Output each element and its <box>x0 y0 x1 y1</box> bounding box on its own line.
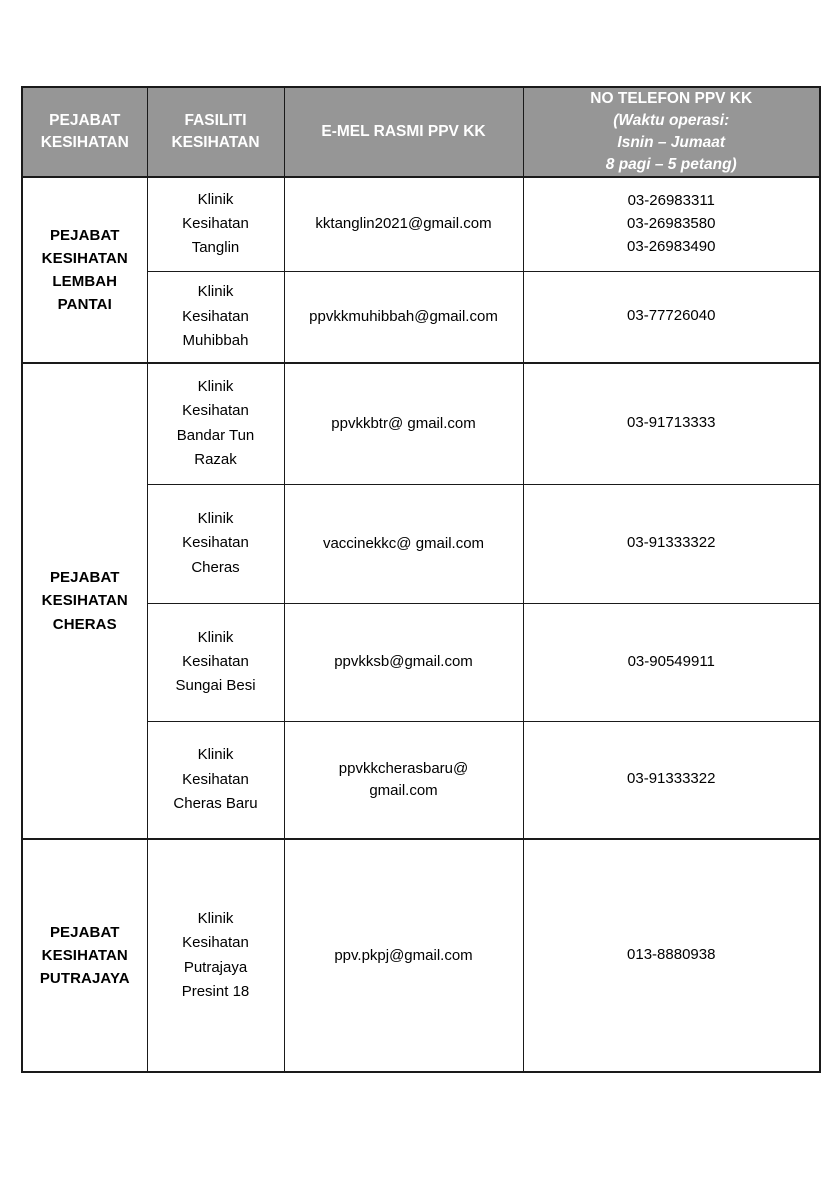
phone-line: 03-77726040 <box>627 307 716 325</box>
email-line: ppv.pkpj@gmail.com <box>334 946 473 964</box>
facility-line: Kesihatan <box>182 402 249 420</box>
header-operating-hours-line: Isnin – Jumaat <box>617 134 726 151</box>
phone-line: 03-91713333 <box>627 414 716 432</box>
facility-line: Cheras <box>191 558 240 576</box>
header-line: KESIHATAN <box>40 134 129 151</box>
phone-cell <box>523 363 820 484</box>
column-header-no-telefon <box>523 87 820 177</box>
facility-line: Putrajaya <box>183 958 248 976</box>
column-header-pejabat-kesihatan <box>22 87 147 177</box>
phone-cell <box>523 177 820 271</box>
email-cell <box>284 603 523 721</box>
table-body <box>22 177 820 1072</box>
facility-line: Bandar Tun <box>176 426 255 444</box>
email-line: vaccinekkc@ gmail.com <box>322 534 485 552</box>
office-line: KESIHATAN <box>41 249 128 267</box>
header-operating-hours-line: 8 pagi – 5 petang) <box>605 156 737 173</box>
phone-cell <box>523 271 820 363</box>
phone-cell <box>523 721 820 839</box>
header-line: PEJABAT <box>49 112 121 129</box>
facility-cell <box>147 603 284 721</box>
facility-line: Kesihatan <box>182 934 249 952</box>
email-line: ppvkkmuhibbah@gmail.com <box>309 307 498 325</box>
facility-line: Klinik <box>197 628 234 646</box>
office-line: PUTRAJAYA <box>39 970 130 988</box>
facility-line: Kesihatan <box>182 770 249 788</box>
email-cell <box>284 484 523 603</box>
facility-cell <box>147 721 284 839</box>
facility-line: Cheras Baru <box>173 794 258 812</box>
phone-line: 03-91333322 <box>627 770 716 788</box>
office-line: PEJABAT <box>49 569 120 587</box>
phone-line: 03-91333322 <box>627 534 716 552</box>
facility-line: Klinik <box>197 190 234 208</box>
facility-line: Klinik <box>197 510 234 528</box>
facility-line: Klinik <box>197 378 234 396</box>
email-cell <box>284 177 523 271</box>
facility-line: Kesihatan <box>182 307 249 325</box>
facility-line: Kesihatan <box>182 652 249 670</box>
office-line: CHERAS <box>52 615 117 633</box>
facility-cell <box>147 271 284 363</box>
header-operating-hours-line: (Waktu operasi: <box>613 112 730 129</box>
phone-line: 03-26983490 <box>627 237 716 255</box>
facility-line: Klinik <box>197 283 234 301</box>
header-line: NO TELEFON PPV KK <box>590 90 753 107</box>
ppv-clinic-table-container <box>21 86 819 1073</box>
email-line: ppvkkcherasbaru@ <box>338 760 469 777</box>
office-cell-lembah-pantai <box>22 177 147 363</box>
email-line: kktanglin2021@gmail.com <box>315 215 492 233</box>
table-row <box>22 177 820 271</box>
phone-line: 013-8880938 <box>627 946 716 964</box>
facility-line: Klinik <box>197 909 234 927</box>
office-cell-cheras <box>22 363 147 839</box>
facility-line: Klinik <box>197 746 234 764</box>
header-line: KESIHATAN <box>171 134 260 151</box>
email-line: ppvkkbtr@ gmail.com <box>331 414 476 432</box>
column-header-fasiliti-kesihatan <box>147 87 284 177</box>
email-cell <box>284 271 523 363</box>
facility-cell <box>147 484 284 603</box>
facility-line: Kesihatan <box>182 534 249 552</box>
email-line: gmail.com <box>369 781 438 799</box>
header-line: E-MEL RASMI PPV KK <box>321 123 486 140</box>
office-line: KESIHATAN <box>41 592 128 610</box>
column-header-email-rasmi <box>284 87 523 177</box>
email-cell <box>284 721 523 839</box>
facility-line: Tanglin <box>191 239 240 257</box>
facility-cell <box>147 177 284 271</box>
facility-line: Sungai Besi <box>175 677 256 695</box>
facility-cell <box>147 363 284 484</box>
phone-line: 03-90549911 <box>627 652 715 670</box>
table-header-row <box>22 87 820 177</box>
phone-cell <box>523 839 820 1072</box>
phone-line: 03-26983311 <box>627 192 715 210</box>
facility-line: Kesihatan <box>182 215 249 233</box>
phone-cell <box>523 603 820 721</box>
table-row <box>22 839 820 1072</box>
office-line: LEMBAH <box>52 273 118 290</box>
email-cell <box>284 839 523 1072</box>
facility-line: Razak <box>194 451 237 469</box>
facility-line: Presint 18 <box>181 982 250 1000</box>
facility-cell <box>147 839 284 1072</box>
office-line: PEJABAT <box>49 226 120 244</box>
office-line: KESIHATAN <box>41 946 128 964</box>
email-cell <box>284 363 523 484</box>
header-line: FASILITI <box>184 112 247 129</box>
phone-cell <box>523 484 820 603</box>
office-line: PANTAI <box>57 296 112 314</box>
facility-line: Muhibbah <box>182 331 249 349</box>
table-header <box>22 87 820 177</box>
office-line: PEJABAT <box>49 923 120 941</box>
office-cell-putrajaya <box>22 839 147 1072</box>
email-line: ppvkksb@gmail.com <box>334 653 473 671</box>
table-row <box>22 363 820 484</box>
phone-line: 03-26983580 <box>627 214 716 232</box>
ppv-clinic-table <box>21 86 821 1073</box>
